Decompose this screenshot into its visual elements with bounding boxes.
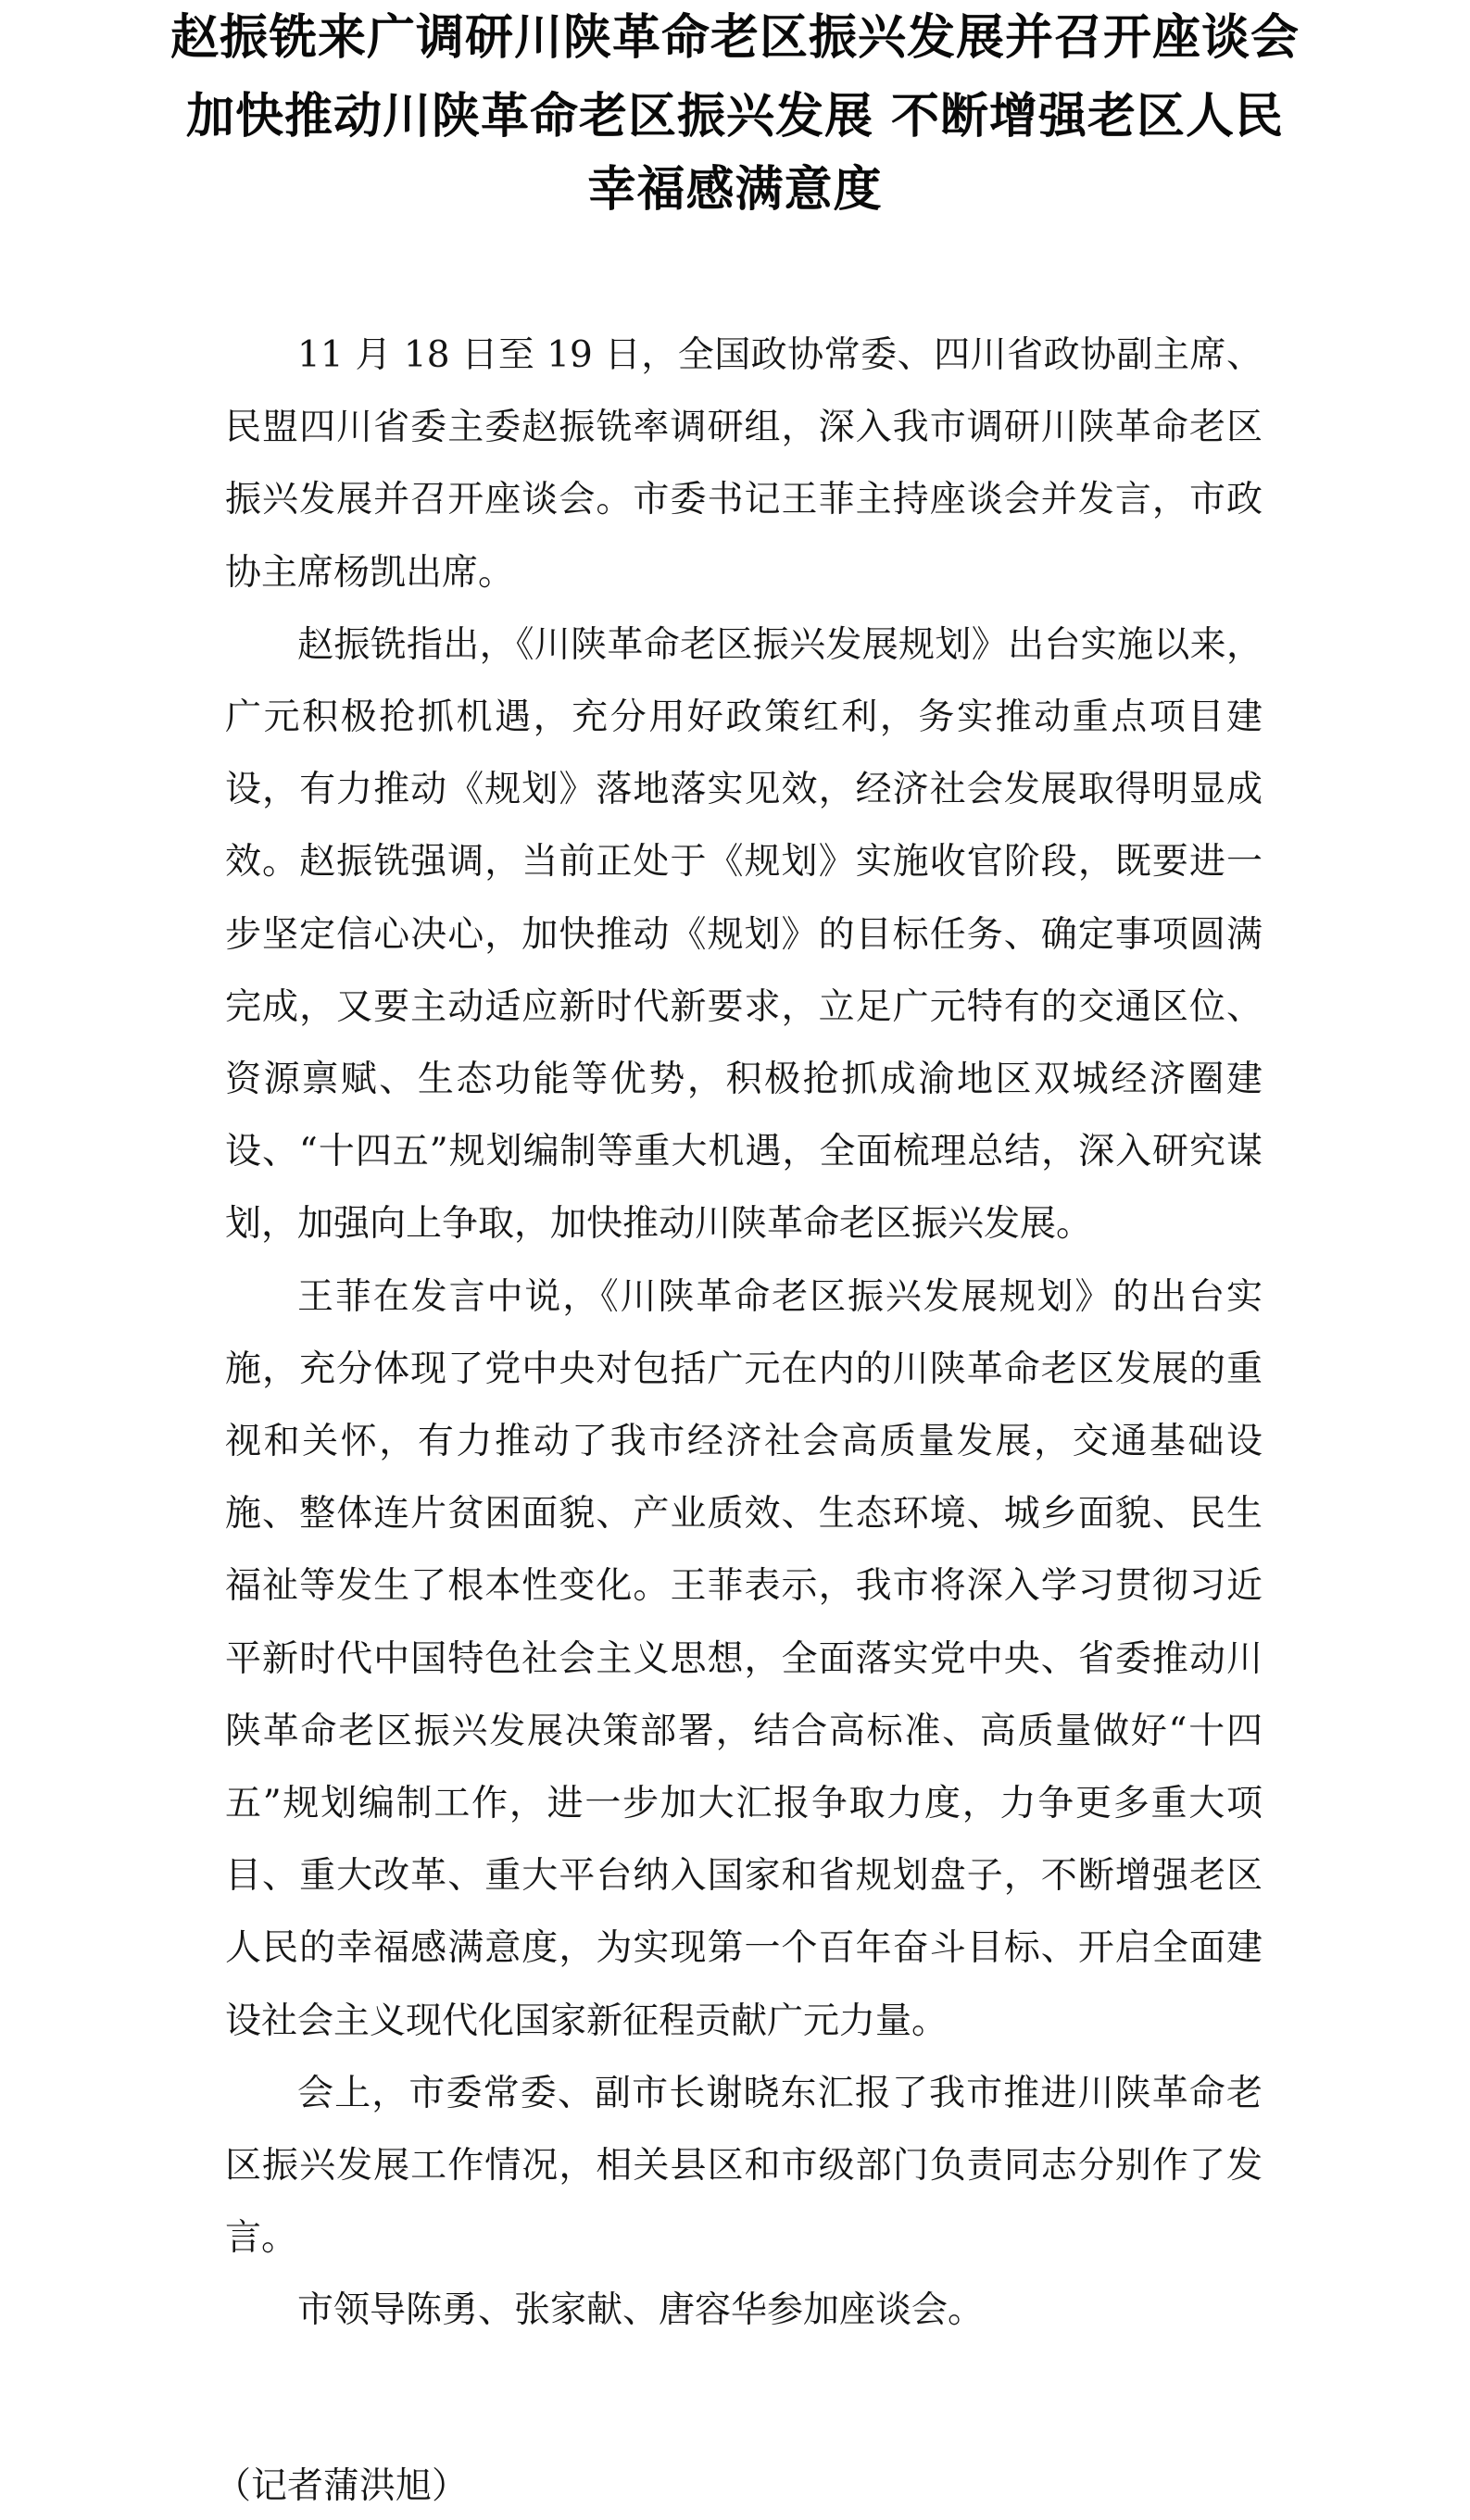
- paragraph-1: 11 月 18 日至 19 日，全国政协常委、四川省政协副主席、民盟四川省委主委赵振铣率调研组，深入我市调研川陕革命老区振兴发展并召开座谈会。市委书记王菲主持座谈会并发言，市政协主席杨凯出席。: [225, 334, 1263, 594]
- article-body: [225, 320, 1263, 2348]
- paragraph-5: 市领导陈勇、张家献、唐容华参加座谈会。: [297, 2289, 985, 2332]
- paragraph-3: 王菲在发言中说，《川陕革命老区振兴发展规划》的出台实施，充分体现了党中央对包括广元在内的川陕革命老区发展的重视和关怀，有力推动了我市经济社会高质量发展，交通基础设施、整体连片贫困面貌、产业质效、生态环境、城乡面貌、民生福祉等发生了根本性变化。王菲表示，我市将深入学习贯彻习近平新时代中国特色社会主义思想，全面落实党中央、省委推动川陕革命老区振兴发展决策部署，结合高标准、高质量做好“十四五”规划编制工作，进一步加大汇报争取力度，力争更多重大项目、重大改革、重大平台纳入国家和省规划盘子，不断增强老区人民的幸福感满意度，为实现第一个百年奋斗目标、开启全面建设社会主义现代化国家新征程贡献广元力量。: [225, 1275, 1263, 2042]
- paragraph-4: 会上，市委常委、副市长谢晓东汇报了我市推进川陕革命老区振兴发展工作情况，相关县区和市级部门负责同志分别作了发言。: [225, 2072, 1263, 2260]
- paragraph-2: 赵振铣指出，《川陕革命老区振兴发展规划》出台实施以来，广元积极抢抓机遇，充分用好政策红利，务实推动重点项目建设，有力推动《规划》落地落实见效，经济社会发展取得明显成效。赵振铣强调，当前正处于《规划》实施收官阶段，既要进一步坚定信心决心，加快推动《规划》的目标任务、确定事项圆满完成，又要主动适应新时代新要求，立足广元特有的交通区位、资源禀赋、生态功能等优势，积极抢抓成渝地区双城经济圈建设、“十四五”规划编制等重大机遇，全面梳理总结，深入研究谋划，加强向上争取，加快推动川陕革命老区振兴发展。: [225, 623, 1263, 1246]
- headline-line-3: 幸福感满意度: [587, 161, 883, 218]
- headline-line-1: 赵振铣来广调研川陕革命老区振兴发展并召开座谈会: [170, 9, 1300, 66]
- headline-line-2: 加快推动川陕革命老区振兴发展 不断增强老区人民: [185, 88, 1285, 144]
- reporter-byline: （记者蒲洪旭）: [215, 2465, 469, 2507]
